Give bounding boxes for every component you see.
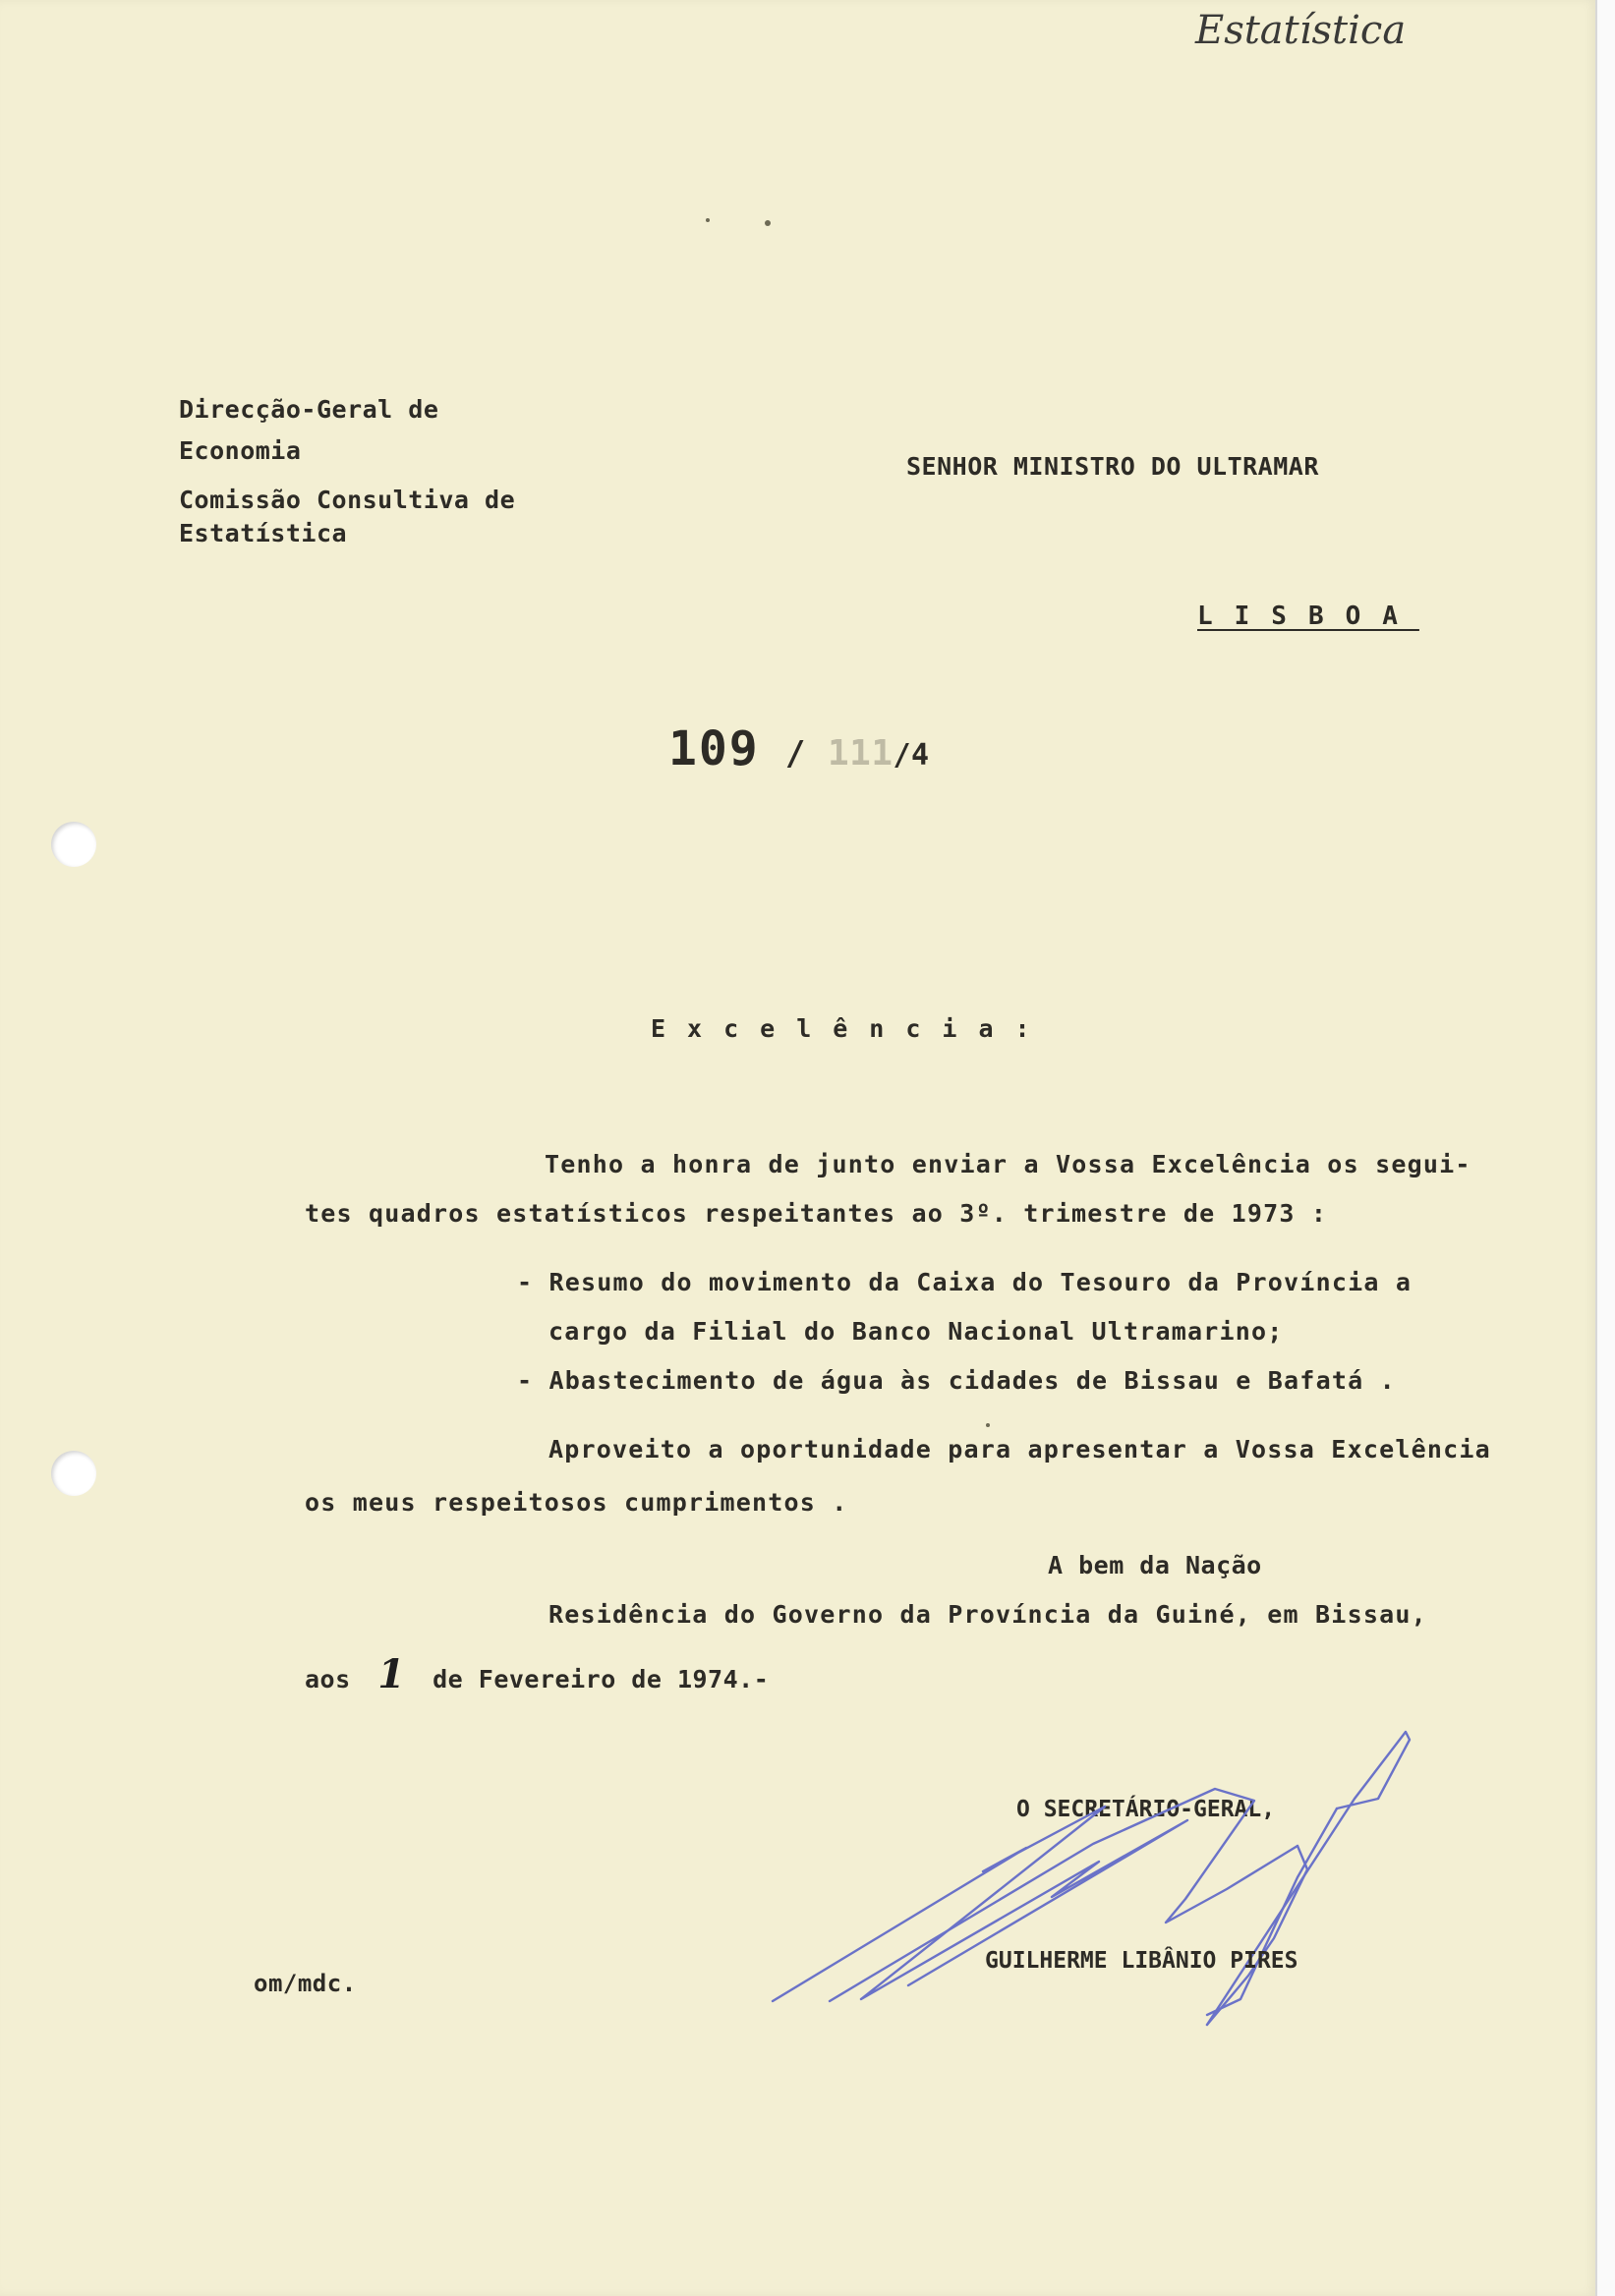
ink-speck — [706, 218, 710, 222]
ink-speck — [986, 1423, 990, 1427]
paragraph-2-line-1: Aproveito a oportunidade para apresentar a Vossa Excelência — [548, 1435, 1491, 1464]
ink-speck — [765, 220, 771, 226]
reference-suffix: /4 — [893, 738, 930, 773]
sender-line-1: Direcção-Geral de — [179, 395, 439, 424]
sender-line-4: Estatística — [179, 519, 348, 547]
paragraph-1-line-1: Tenho a honra de junto enviar a Vossa Excelência os segui- — [545, 1150, 1471, 1178]
reference-slash: / — [784, 734, 806, 774]
punch-hole-bottom — [51, 1451, 96, 1496]
reference-series: 111 — [827, 733, 894, 774]
sender-line-2: Economia — [179, 436, 302, 465]
date-day-handwritten: 1 — [377, 1651, 406, 1697]
scan-edge — [1595, 0, 1615, 2296]
date-prefix: aos — [305, 1665, 351, 1693]
signature-title: O SECRETÁRIO-GERAL, — [1016, 1797, 1276, 1822]
handwritten-annotation: Estatística — [1195, 8, 1407, 53]
list-item-1-line-1: - Resumo do movimento da Caixa do Tesouro da Província a — [517, 1268, 1413, 1296]
closing-place: Residência do Governo da Província da Guiné, em Bissau, — [548, 1600, 1427, 1629]
list-item-1-line-2: cargo da Filial do Banco Nacional Ultramarino; — [548, 1317, 1284, 1346]
salutation: Excelência: — [651, 1014, 1052, 1043]
date-suffix: de Fevereiro de 1974.- — [433, 1665, 770, 1693]
paragraph-1-line-2: tes quadros estatísticos respeitantes ao 3º. trimestre de 1973 : — [305, 1199, 1328, 1228]
reference-stamp-number: 109 — [668, 721, 760, 776]
addressee-city: LISBOA — [1197, 602, 1419, 631]
paragraph-2-line-2: os meus respeitosos cumprimentos . — [305, 1488, 848, 1517]
punch-hole-top — [51, 822, 96, 867]
typist-initials: om/mdc. — [254, 1970, 357, 1997]
list-item-2: - Abastecimento de água às cidades de Bissau e Bafatá . — [517, 1366, 1396, 1395]
addressee: SENHOR MINISTRO DO ULTRAMAR — [906, 452, 1319, 481]
closing-motto: A bem da Nação — [1048, 1551, 1262, 1579]
signatory-name: GUILHERME LIBÂNIO PIRES — [985, 1948, 1298, 1974]
sender-line-3: Comissão Consultiva de — [179, 486, 516, 514]
